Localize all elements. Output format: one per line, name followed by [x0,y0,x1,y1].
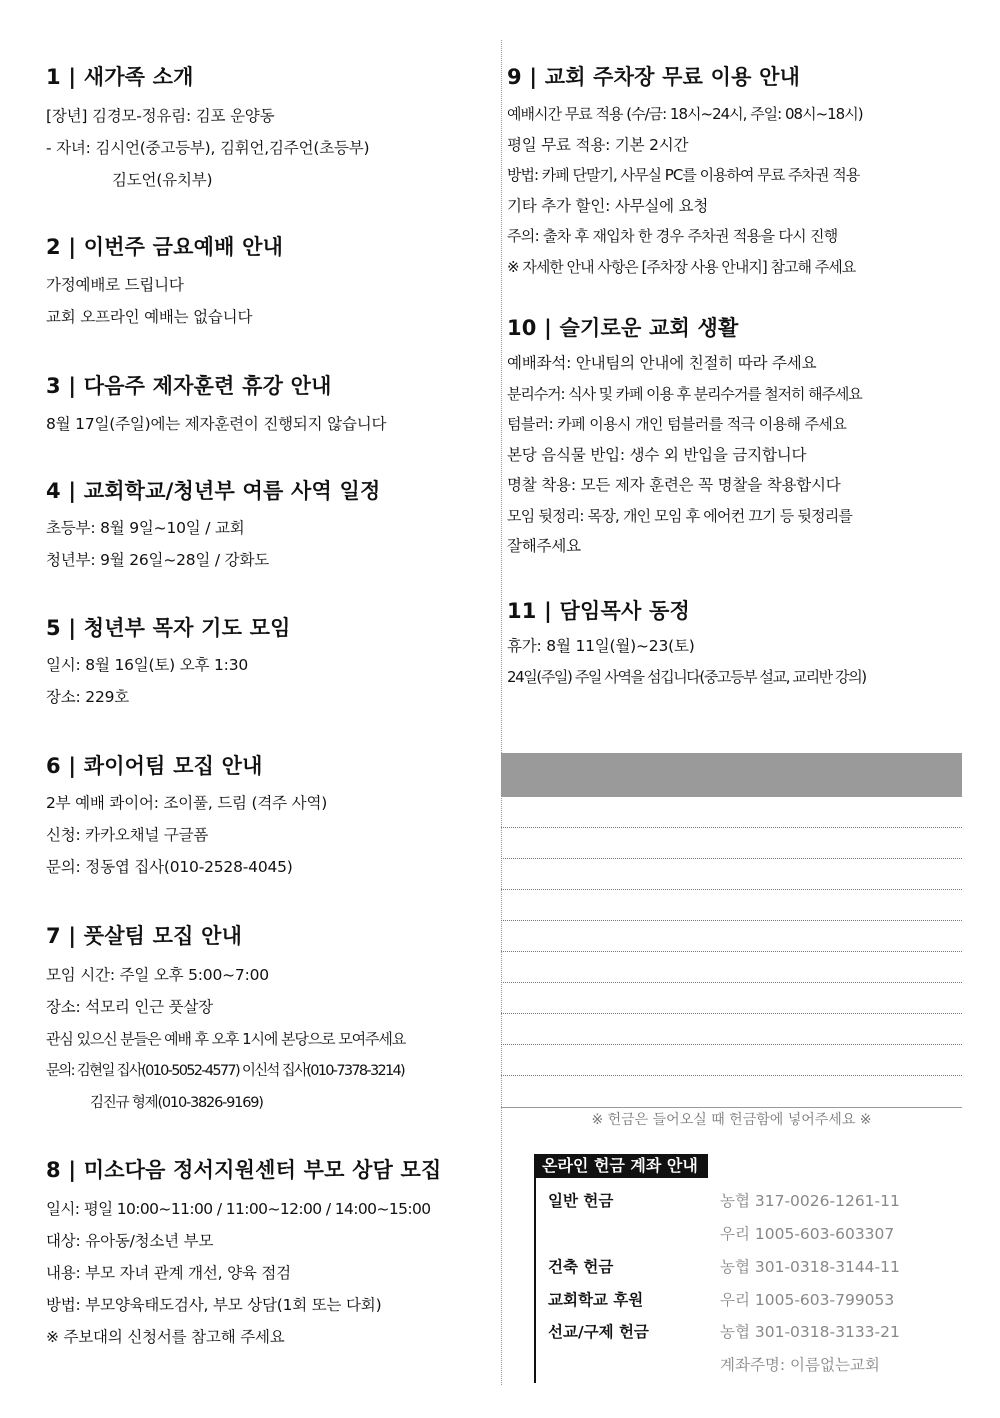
section-line: ※ 주보대의 신청서를 참고해 주세요 [46,1328,285,1346]
section-line: 2부 예배 콰이어: 조이풀, 드림 (격주 사역) [46,794,328,812]
section-title: 2 | 이번주 금요예배 안내 [46,235,284,259]
section-line: 본당 음식물 반입: 생수 외 반입을 금지합니다 [507,445,807,464]
section-choir [46,751,498,883]
section-new-family [46,62,498,196]
section-line: 대상: 유아동/청소년 부모 [46,1232,214,1250]
section-line: - 자녀: 김시언(중고등부), 김휘언,김주언(초등부) [46,139,370,157]
section-line: 모임 뒷정리: 목장, 개인 모임 후 에어컨 끄기 등 뒷정리를 [507,506,853,525]
account-number: 우리 1005-603-799053 [720,1291,895,1309]
section-line: 관심 있으신 분들은 예배 후 오후 1시에 본당으로 모여주세요 [46,1030,406,1048]
section-line: 평일 무료 적용: 기본 2시간 [507,135,689,154]
section-title: 5 | 청년부 목자 기도 모임 [46,616,291,640]
section-title: 6 | 콰이어팀 모집 안내 [46,754,263,778]
account-name: 교회학교 후원 [548,1291,644,1309]
column-divider [501,40,502,1385]
section-line: 분리수거: 식사 및 카페 이용 후 분리수거를 철저히 해주세요 [507,384,862,403]
section-line: 초등부: 8월 9일~10일 / 교회 [46,519,245,537]
offering-note: ※ 헌금은 들어오실 때 헌금함에 넣어주세요 ※ [591,1112,872,1128]
section-futsal [46,921,498,1119]
account-number: 농협 301-0318-3144-11 [720,1258,900,1276]
section-line: 일시: 8월 16일(토) 오후 1:30 [46,656,249,674]
section-line: 김도언(유치부) [112,171,213,189]
section-church-life [507,313,962,562]
section-discipleship-break [46,371,498,440]
section-title: 11 | 담임목사 동정 [507,599,690,623]
section-line: 청년부: 9월 26일~28일 / 강화도 [46,551,270,569]
section-line: 김진규 형제(010-3826-9169) [90,1095,263,1111]
section-title: 10 | 슬기로운 교회 생활 [507,316,739,340]
section-title: 7 | 풋살팀 모집 안내 [46,924,243,948]
section-title: 4 | 교회학교/청년부 여름 사역 일정 [46,479,381,503]
memo-line [501,827,962,828]
memo-line [501,1075,962,1076]
account-number: 농협 317-0026-1261-11 [720,1192,900,1210]
memo-bottom-rule [501,1107,962,1108]
section-line: 명찰 착용: 모든 제자 훈련은 꼭 명찰을 착용합시다 [507,476,841,494]
section-line: 문의: 김현일 집사(010-5052-4577) 이신석 집사(010-7378-3214) [46,1063,405,1079]
section-line: 장소: 석모리 인근 풋살장 [46,998,213,1016]
section-line: [장년] 김경모-정유림: 김포 운양동 [46,107,275,125]
section-line: 문의: 정동엽 집사(010-2528-4045) [46,858,293,876]
section-title: 8 | 미소다음 정서지원센터 부모 상담 모집 [46,1158,442,1182]
section-line: 가정예배로 드립니다 [46,276,184,294]
memo-line [501,1044,962,1045]
section-line: 내용: 부모 자녀 관계 개선, 양육 점검 [46,1264,291,1282]
accounts-title: 온라인 헌금 계좌 안내 [534,1154,708,1178]
section-line: 예배좌석: 안내팀의 안내에 친절히 따라 주세요 [507,354,817,372]
section-title: 1 | 새가족 소개 [46,65,194,89]
account-name: 건축 헌금 [548,1258,614,1276]
section-line: 일시: 평일 10:00~11:00 / 11:00~12:00 / 14:00~15:00 [46,1200,431,1218]
memo-line [501,920,962,921]
accounts-frame-bar [534,1177,536,1383]
section-line: 예배시간 무료 적용 (수/금: 18시~24시, 주일: 08시~18시) [507,105,863,123]
section-line: 8월 17일(주일)에는 제자훈련이 진행되지 않습니다 [46,415,387,433]
section-line: 모임 시간: 주일 오후 5:00~7:00 [46,966,269,984]
section-line: 텀블러: 카페 이용시 개인 텀블러를 적극 이용해 주세요 [507,415,847,433]
memo-line [501,1013,962,1014]
memo-line [501,858,962,859]
account-name: 선교/구제 헌금 [548,1323,649,1341]
section-line: 방법: 카페 단말기, 사무실 PC를 이용하여 무료 주차권 적용 [507,166,860,184]
section-parking [507,62,962,282]
section-pastor-news [507,596,962,692]
account-name: 일반 헌금 [548,1192,614,1210]
section-summer-ministry [46,476,498,576]
section-title: 9 | 교회 주차장 무료 이용 안내 [507,65,801,89]
section-line: 24일(주일) 주일 사역을 섬깁니다(중고등부 설교, 교리반 강의) [507,667,866,686]
section-line: 잘해주세요 [507,537,581,555]
section-title: 3 | 다음주 제자훈련 휴강 안내 [46,374,332,398]
memo-line [501,889,962,890]
section-line: 기타 추가 할인: 사무실에 요청 [507,196,709,215]
account-number: 우리 1005-603-603307 [720,1225,895,1243]
section-line: ※ 자세한 안내 사항은 [주차장 사용 안내지] 참고해 주세요 [507,257,856,276]
account-number: 농협 301-0318-3133-21 [720,1323,900,1341]
section-line: 신청: 카카오채널 구글폼 [46,826,209,844]
section-friday-worship [46,232,498,333]
section-line: 휴가: 8월 11일(월)~23(토) [507,637,695,655]
memo-line [501,982,962,983]
account-holder: 계좌주명: 이름없는교회 [720,1356,880,1374]
section-youth-prayer [46,613,498,713]
section-line: 주의: 출차 후 재입차 한 경우 주차권 적용을 다시 진행 [507,227,838,245]
section-line: 장소: 229호 [46,688,130,706]
memo-line [501,951,962,952]
section-parent-counseling [46,1155,498,1353]
section-line: 교회 오프라인 예배는 없습니다 [46,308,253,326]
section-line: 방법: 부모양육태도검사, 부모 상담(1회 또는 다회) [46,1296,382,1314]
memo-header-bar [501,753,962,797]
